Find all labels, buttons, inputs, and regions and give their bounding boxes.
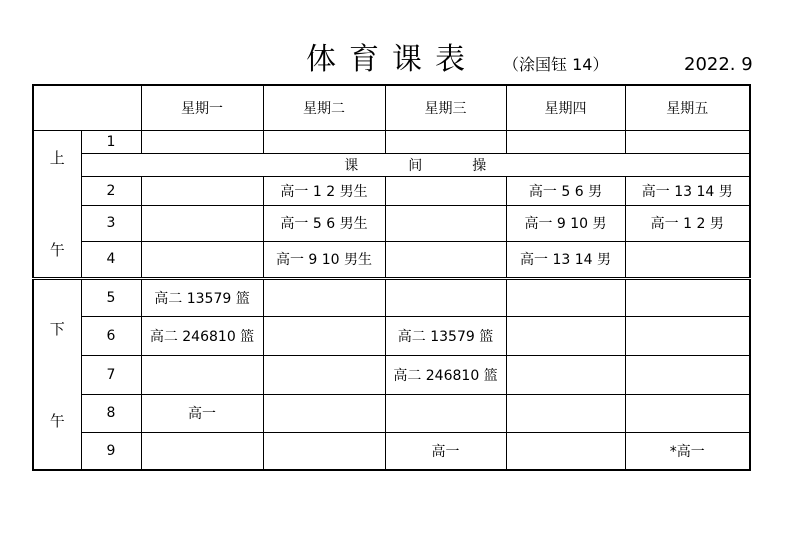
schedule-cell <box>263 278 385 316</box>
schedule-cell <box>141 130 263 153</box>
schedule-cell <box>263 355 385 394</box>
break-char: 操 <box>472 157 487 174</box>
schedule-cell: 高一 9 10 男 <box>506 205 625 241</box>
table-row <box>33 432 750 470</box>
table-row <box>33 278 750 316</box>
break-char: 课 <box>344 157 359 174</box>
schedule-cell: 高一 9 10 男生 <box>263 241 385 278</box>
teacher-label: （涂国钰 14） <box>503 55 609 74</box>
schedule-cell: 高一 5 6 男生 <box>263 205 385 241</box>
schedule-cell: 高一 1 2 男 <box>625 205 750 241</box>
morning-char-2: 午 <box>49 240 65 259</box>
schedule-cell <box>385 205 506 241</box>
day-header: 星期五 <box>625 85 750 130</box>
morning-label <box>33 130 81 278</box>
table-row <box>33 316 750 355</box>
period-number: 9 <box>81 432 141 470</box>
schedule-cell <box>625 355 750 394</box>
schedule-cell <box>263 316 385 355</box>
schedule-cell <box>385 394 506 432</box>
table-row <box>33 176 750 205</box>
afternoon-char-1: 下 <box>49 320 65 339</box>
schedule-cell <box>506 432 625 470</box>
day-header: 星期二 <box>263 85 385 130</box>
period-number: 1 <box>81 130 141 153</box>
period-number: 8 <box>81 394 141 432</box>
schedule-cell <box>263 394 385 432</box>
day-header: 星期四 <box>506 85 625 130</box>
table-row <box>33 205 750 241</box>
table-row <box>33 394 750 432</box>
table-row <box>33 241 750 278</box>
schedule-cell: 高二 246810 篮 <box>385 355 506 394</box>
schedule-cell: 高一 13 14 男 <box>506 241 625 278</box>
schedule-cell <box>141 205 263 241</box>
schedule-cell <box>506 316 625 355</box>
date-label: 2022. 9 <box>684 54 753 75</box>
schedule-cell <box>385 176 506 205</box>
day-header: 星期一 <box>141 85 263 130</box>
schedule-cell: 高一 13 14 男 <box>625 176 750 205</box>
afternoon-label <box>33 278 81 470</box>
schedule-cell: 高二 13579 篮 <box>141 278 263 316</box>
period-number: 3 <box>81 205 141 241</box>
schedule-cell <box>506 355 625 394</box>
schedule-cell <box>625 130 750 153</box>
schedule-cell <box>506 394 625 432</box>
schedule-cell: 高一 <box>385 432 506 470</box>
break-label <box>81 153 750 176</box>
morning-char-1: 上 <box>49 148 65 167</box>
schedule-cell <box>385 278 506 316</box>
schedule-cell <box>506 278 625 316</box>
period-number: 4 <box>81 241 141 278</box>
schedule-cell <box>506 130 625 153</box>
period-number: 6 <box>81 316 141 355</box>
schedule-cell <box>263 432 385 470</box>
period-number: 2 <box>81 176 141 205</box>
period-number: 7 <box>81 355 141 394</box>
corner-cell <box>33 85 141 130</box>
schedule-cell: *高一 <box>625 432 750 470</box>
schedule-cell <box>141 176 263 205</box>
schedule-cell: 高一 1 2 男生 <box>263 176 385 205</box>
schedule-cell: 高一 <box>141 394 263 432</box>
afternoon-char-2: 午 <box>49 412 65 431</box>
break-char: 间 <box>408 157 423 174</box>
schedule-cell: 高一 5 6 男 <box>506 176 625 205</box>
table-row <box>33 355 750 394</box>
break-row <box>33 153 750 176</box>
day-header: 星期三 <box>385 85 506 130</box>
schedule-cell <box>141 355 263 394</box>
schedule-cell <box>625 278 750 316</box>
schedule-cell <box>625 241 750 278</box>
schedule-cell: 高二 13579 篮 <box>385 316 506 355</box>
schedule-cell <box>385 130 506 153</box>
schedule-cell <box>263 130 385 153</box>
schedule-cell <box>625 316 750 355</box>
period-number: 5 <box>81 278 141 316</box>
schedule-cell <box>141 241 263 278</box>
schedule-table <box>32 84 751 471</box>
schedule-cell <box>385 241 506 278</box>
schedule-cell: 高二 246810 篮 <box>141 316 263 355</box>
page-title: 体育课表 <box>306 42 478 77</box>
schedule-cell <box>625 394 750 432</box>
schedule-cell <box>141 432 263 470</box>
table-row <box>33 130 750 153</box>
header-row <box>33 85 750 130</box>
